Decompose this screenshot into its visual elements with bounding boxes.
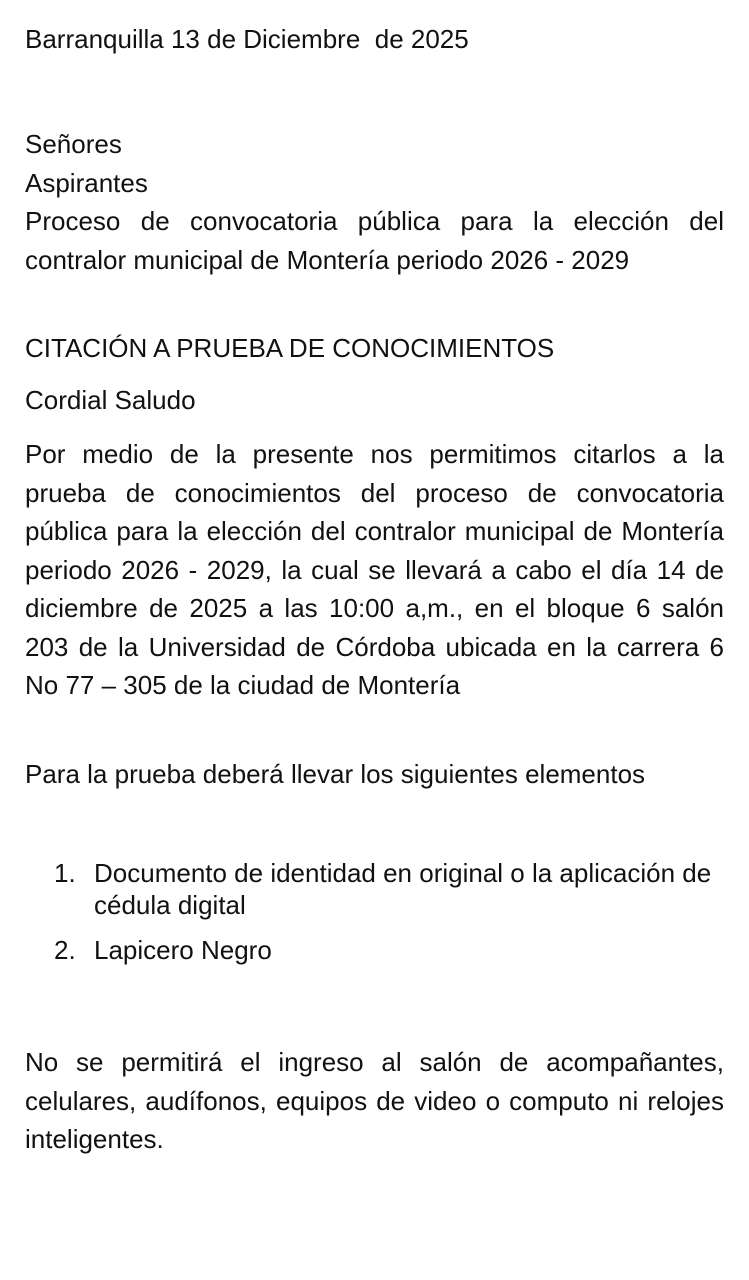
list-item [25,857,724,921]
addressee-block [25,125,724,279]
requirements-list [25,857,724,966]
addressee-process: Proceso de convocatoria pública para la elección del contralor municipal de Montería periodo 2026 - 2029 [25,206,724,275]
requirements-intro: Para la prueba deberá llevar los siguientes elementos [25,759,646,789]
letter-date: Barranquilla 13 de Diciembre de 2025 [25,24,469,54]
list-item [25,934,724,966]
addressee-recipients: Aspirantes [25,167,148,198]
letter-greeting: Cordial Saludo [25,385,196,415]
list-item-number: 2. [54,935,76,965]
letter-body: Por medio de la presente nos permitimos citarlos a la prueba de conocimientos del proceso de convocatoria pública para la elección del contralor municipal de Montería periodo 2026 - 2029, la cual se llevará a cabo el día 14 de diciembre de 2025 a las 10:00 a,m., en el bloque 6 salón 203 de la Universidad de Córdoba ubicada en la carrera 6 No 77 – 305 de la ciudad de Montería [25,439,724,700]
letter-closing: No se permitirá el ingreso al salón de acompañantes, celulares, audífonos, equipos de video o computo ni relojes inteligentes. [25,1047,724,1154]
list-item-text: Lapicero Negro [94,935,272,965]
list-item-number: 1. [54,858,76,888]
list-item-text: Documento de identidad en original o la aplicación de cédula digital [94,858,712,920]
addressee-salutation: Señores [25,129,122,159]
letter-subject: CITACIÓN A PRUEBA DE CONOCIMIENTOS [25,333,555,363]
letter-page [25,0,724,1280]
